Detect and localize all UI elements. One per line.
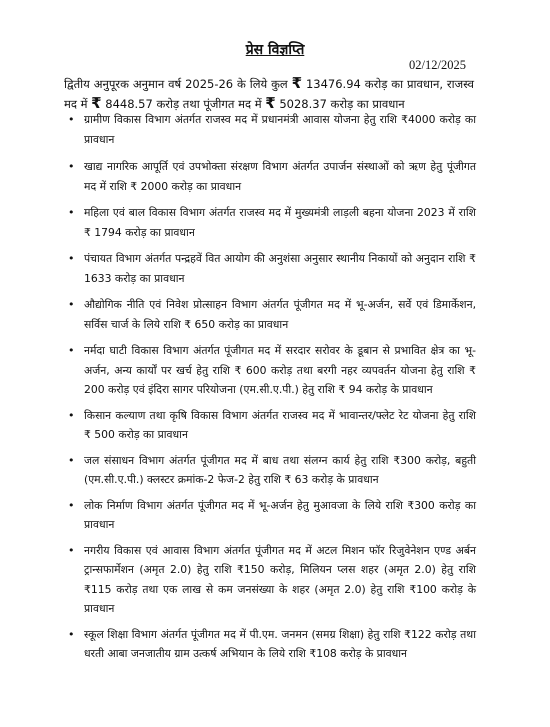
list-item-text: स्कूल शिक्षा विभाग अंतर्गत पूंजीगत मद में पी.एम. जनमन (समग्र शिक्षा) हेतु राशि ₹122 करोड़ तथा धरती आबा जनजातीय ग्राम उत्कर्ष अभियान के लिये राशि ₹108 करोड़ के प्रावधान — [84, 627, 476, 660]
bullet-icon: • — [68, 344, 75, 357]
list-item — [68, 496, 476, 535]
list-item — [68, 203, 476, 242]
list-item — [68, 110, 476, 149]
list-item-text: खाद्य नागरिक आपूर्ति एवं उपभोक्ता संरक्षण विभाग अंतर्गत उपार्जन संस्थाओं को ऋण हेतु पूंजीगत मद में राशि ₹ 2000 करोड़ का प्रावधान — [84, 160, 476, 193]
bullet-icon: • — [68, 298, 75, 311]
list-item-text: महिला एवं बाल विकास विभाग अंतर्गत राजस्व मद में मुख्यमंत्री लाड़ली बहना योजना 2023 में राशि ₹ 1794 करोड़ का प्रावधान — [84, 206, 476, 239]
intro-text-3: 8448.57 करोड़ तथा पूंजीगत मद में — [101, 97, 266, 111]
bullet-icon: • — [68, 627, 75, 641]
list-item — [68, 541, 476, 619]
bullet-icon: • — [68, 543, 75, 557]
list-item — [68, 249, 476, 288]
intro-text-2: 13476.94 करोड़ का प्रावधान, राजस्व मद में — [64, 77, 474, 111]
list-item — [68, 295, 476, 334]
list-item-text: किसान कल्याण तथा कृषि विकास विभाग अंतर्गत राजस्व मद में भावान्तर/फ्लेट रेट योजना हेतु राशि ₹ 500 करोड़ का प्रावधान — [84, 408, 476, 441]
list-item — [68, 341, 476, 400]
provision-list — [68, 110, 476, 664]
rupee-symbol: ₹ — [291, 74, 303, 92]
bullet-icon: • — [68, 206, 75, 219]
list-item — [68, 625, 476, 664]
list-item-text: पंचायत विभाग अंतर्गत पन्द्रहवें वित आयोग की अनुशंसा अनुसार स्थानीय निकायों को अनुदान राशि ₹ 1633 करोड़ का प्रावधान — [84, 252, 476, 285]
bullet-icon: • — [68, 252, 75, 265]
document-title: प्रेस विज्ञप्ति — [245, 42, 305, 58]
intro-paragraph — [64, 74, 474, 114]
list-item — [68, 406, 476, 445]
list-item-text: नगरीय विकास एवं आवास विभाग अंतर्गत पूंजीगत मद में अटल मिशन फॉर रिजुवेनेशन एण्ड अर्बन ट्रान्सफार्मेशन (अमृत 2.0) हेतु राशि ₹150 करोड़, मिलियन प्लस शहर (अमृत 2.0) हेतु राशि ₹115 करोड़ तथा एक लाख से कम जनसंख्या के शहर (अमृत 2.0) हेतु राशि ₹100 करोड़ के प्रावधान — [84, 543, 476, 615]
intro-text-4: 5028.37 करोड़ का प्रावधान — [275, 97, 405, 111]
list-item-text: नर्मदा घाटी विकास विभाग अंतर्गत पूंजीगत मद में सरदार सरोवर के डूबान से प्रभावित क्षेत्र का भू-अर्जन, अन्य कार्यों पर खर्च हेतु राशि ₹ 600 करोड़ तथा बरगी नहर व्यपवर्तन योजना हेतु राशि ₹ 200 करोड़ एवं इंदिरा सागर परियोजना (एम.सी.ए.पी.) हेतु राशि ₹ 94 करोड़ के प्रावधान — [84, 344, 476, 396]
list-item-text: लोक निर्माण विभाग अंतर्गत पूंजीगत मद में भू-अर्जन हेतु मुआवजा के लिये राशि ₹300 करोड़ का प्रावधान — [84, 498, 476, 531]
bullet-icon: • — [68, 113, 75, 126]
list-item — [68, 157, 476, 196]
document-date: 02/12/2025 — [409, 58, 466, 72]
list-item — [68, 451, 476, 490]
intro-text-1: द्वितीय अनुपूरक अनुमान वर्ष 2025-26 के लिये कुल — [64, 77, 292, 91]
rupee-symbol: ₹ — [265, 94, 276, 112]
bullet-icon: • — [68, 498, 75, 512]
list-item-text: ग्रामीण विकास विभाग अंतर्गत राजस्व मद में प्रधानमंत्री आवास योजना हेतु राशि ₹4000 करोड़ का प्रावधान — [84, 113, 476, 146]
bullet-icon: • — [68, 408, 75, 422]
list-item-text: औद्योगिक नीति एवं निवेश प्रोत्साहन विभाग अंतर्गत पूंजीगत मद में भू-अर्जन, सर्वे एवं डिमार्केशन, सर्विस चार्ज के लिये राशि ₹ 650 करोड़ का प्रावधान — [84, 298, 476, 331]
bullet-icon: • — [68, 453, 75, 467]
list-item-text: जल संसाधन विभाग अंतर्गत पूंजीगत मद में बाध तथा संलग्न कार्य हेतु राशि ₹300 करोड़, बहुती (एम.सी.ए.पी.) क्लस्टर क्रमांक-2 फेज-2 हेतु राशि ₹ 63 करोड़ के प्रावधान — [84, 453, 476, 486]
bullet-icon: • — [68, 160, 75, 173]
rupee-symbol: ₹ — [91, 94, 102, 112]
